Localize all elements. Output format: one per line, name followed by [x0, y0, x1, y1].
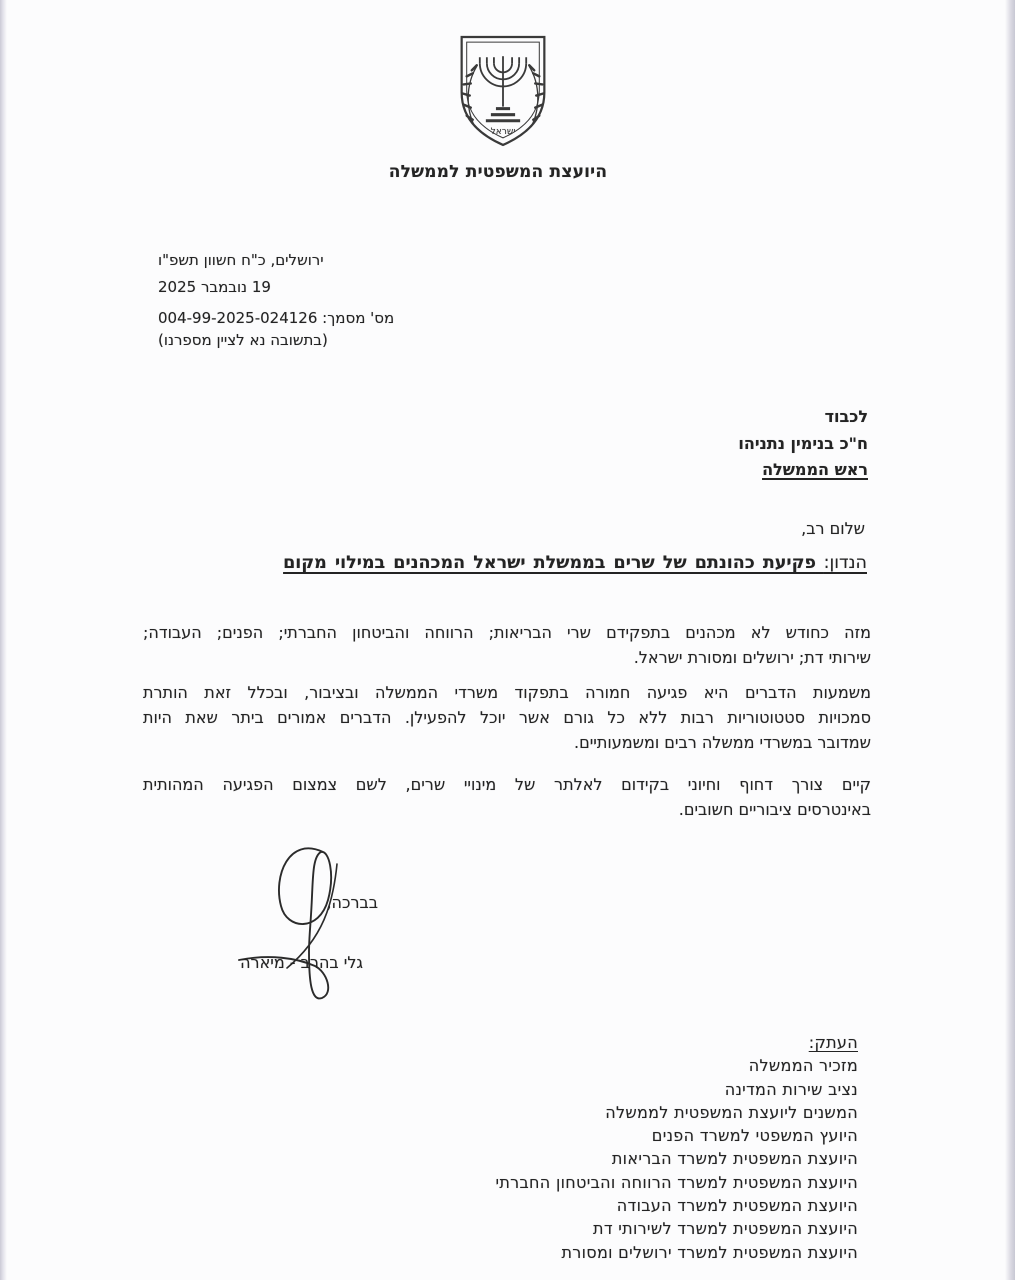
recipient-title: ראש הממשלה [762, 460, 868, 479]
body-line: באינטרסים ציבוריים חשובים. [678, 800, 871, 819]
body-line: קיים צורך דחוף וחיוני בקידום לאלתר של מינויי שרים, לשם צמצום הפגיעה המהותית [143, 775, 871, 794]
cc-item: היועצת המשפטית למשרד הבריאות [611, 1149, 858, 1169]
cc-item: היועצת המשפטית למשרד הרווחה והביטחון החברתי [495, 1172, 858, 1192]
cc-items [495, 1054, 858, 1264]
body-paragraph [143, 620, 871, 670]
doc-number-label: מס' מסמך: [322, 309, 395, 327]
body-line: שמדובר במשרדי ממשלה רבים ומשמעותיים. [574, 733, 871, 752]
hebrew-date: ירושלים, כ"ח חשוון תשפ"ו [158, 251, 324, 269]
subject-label: הנדון: [823, 553, 867, 573]
cc-item: מזכיר הממשלה [748, 1056, 858, 1076]
cc-item: נציב שירות המדינה [724, 1079, 858, 1099]
org-title: היועצת המשפטית לממשלה [388, 162, 608, 182]
cc-item: היועצת המשפטית למשרד לשירותי דת [593, 1219, 858, 1239]
israel-state-emblem-icon [451, 32, 555, 152]
body-paragraph [143, 772, 871, 822]
recipient-block [738, 404, 868, 484]
photo-left-edge [0, 0, 7, 1280]
date-block [158, 247, 324, 301]
reply-note: (בתשובה נא לציין מספרנו) [158, 331, 328, 349]
subject-line [283, 553, 867, 573]
signature-scribble [225, 836, 360, 1011]
cc-block [495, 1031, 858, 1264]
letter-body [143, 620, 871, 822]
body-line: סמכויות סטטוטוריות רבות ללא כל גורם אשר יוכל להפעילן. הדברים אמורים ביתר שאת היות [143, 708, 871, 727]
signature-name: גלי בהרב - מיארה [240, 953, 363, 972]
body-paragraph [143, 680, 871, 755]
doc-number-value: 004-99-2025-024126 [158, 309, 318, 327]
gregorian-date: 19 נובמבר 2025 [158, 278, 271, 296]
greeting: שלום רב, [801, 519, 865, 538]
signature-closing: בברכה, [326, 893, 378, 912]
cc-item: היועצת המשפטית למשרד ירושלים ומסורת [561, 1242, 858, 1262]
cc-label: העתק: [808, 1033, 858, 1052]
body-line: שירותי דת; ירושלים ומסורת ישראל. [633, 648, 871, 667]
body-line: משמעות הדברים היא פגיעה חמורה בתפקוד משרדי הממשלה ובציבור, ובכלל זאת הותרת [143, 683, 871, 702]
cc-item: המשנים ליועצת המשפטית לממשלה [605, 1102, 858, 1122]
subject-text: פקיעת כהונתם של שרים בממשלת ישראל המכהנים במילוי מקום [283, 553, 816, 573]
recipient-name: ח"כ בנימין נתניהו [738, 433, 868, 453]
body-line: מזה כחודש לא מכהנים בתפקידם שרי הבריאות; הרווחה והביטחון החברתי; הפנים; העבודה; [143, 623, 871, 642]
cc-item: היועצת המשפטית למשרד העבודה [616, 1196, 858, 1216]
emblem-caption: ישראל [490, 126, 516, 137]
doc-number-block [158, 307, 394, 351]
cc-item: היועץ המשפטי למשרד הפנים [651, 1126, 858, 1146]
doc-number-line [158, 307, 394, 329]
photo-right-edge [1005, 0, 1015, 1280]
recipient-honorific: לכבוד [824, 407, 868, 426]
